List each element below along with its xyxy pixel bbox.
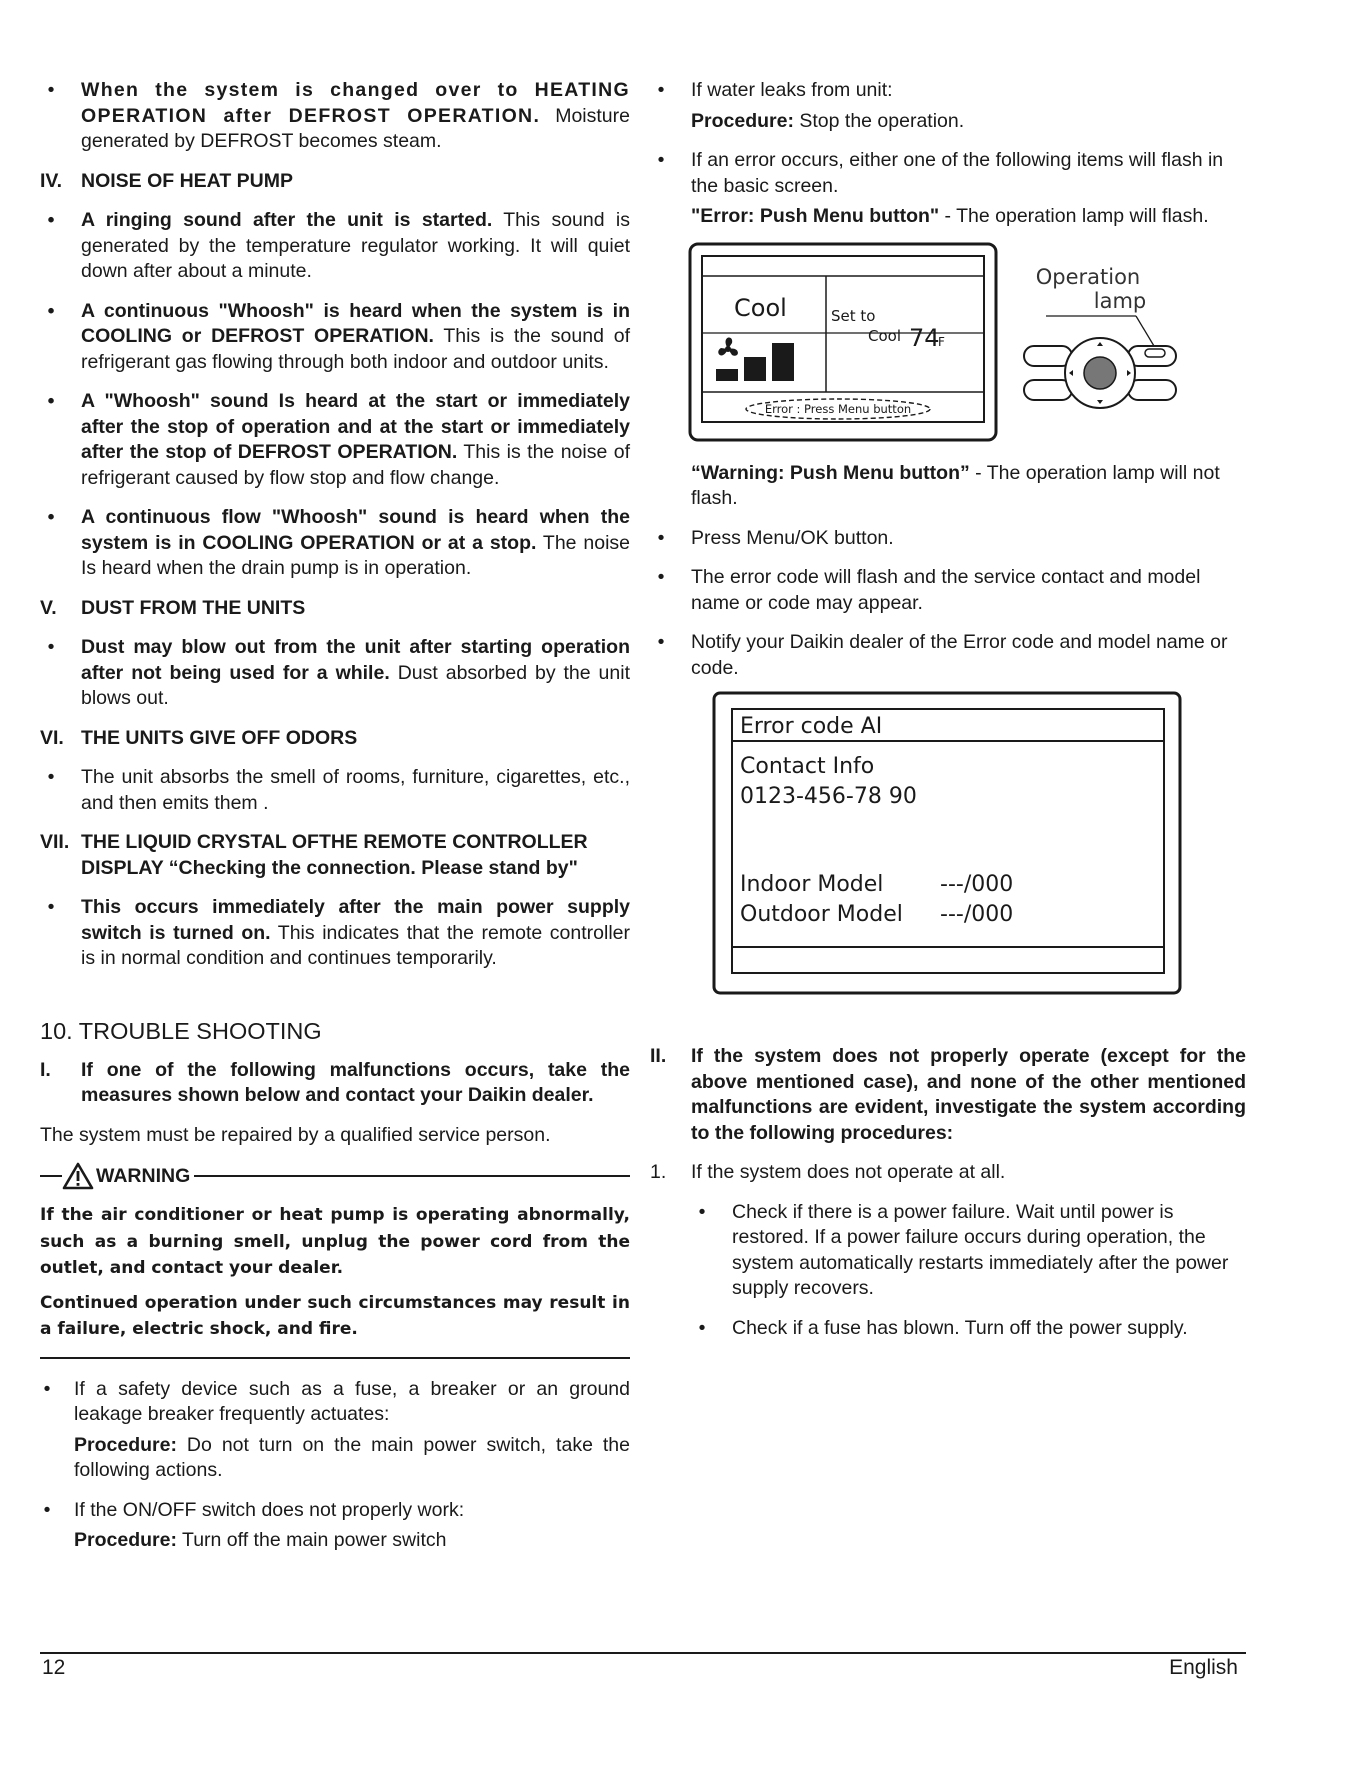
bullet-whoosh-start-stop: • A "Whoosh" sound Is heard at the start or immediately after the stop of operation and at the start or immediately after the stop of DEFROST OPERATION. This is the noise of refrigerant caused by flow stop and flow change. (40, 389, 630, 491)
warning-text-2: Continued operation under such circumstances may result in a failure, electric shock, and fire. (40, 1292, 630, 1339)
warning-push-menu-note: “Warning: Push Menu button” - The operation lamp will not flash. (691, 461, 1220, 509)
bullet-ringing-sound: • A ringing sound after the unit is started. This sound is generated by the temperature regulator working. It will quiet down after about a minute. (40, 208, 630, 285)
left-column (40, 78, 630, 1568)
bullet-defrost-steam: • When the system is changed over to HEATING OPERATION after DEFROST OPERATION. Moisture generated by DEFROST becomes steam. (40, 78, 630, 155)
lcd-set-mode-text: Cool (868, 326, 901, 345)
warning-triangle-icon (62, 1162, 94, 1190)
bullet-icon: • (47, 766, 55, 788)
bullet-onoff-switch: • If the ON/OFF switch does not properly work: Procedure: Turn off the main power switch (40, 1498, 630, 1554)
fan-icon (718, 337, 738, 355)
repair-note: The system must be repaired by a qualified service person. (40, 1123, 551, 1146)
left-upper-button (1024, 346, 1072, 366)
right-column (650, 78, 1246, 1355)
bullet-continuous-whoosh: • A continuous "Whoosh" is heard when the system is in COOLING or DEFROST OPERATION. This is the sound of refrigerant gas flowing through both indoor and outdoor units. (40, 299, 630, 376)
section-i-heading: I. If one of the following malfunctions occurs, take the measures shown below and contact your Daikin dealer. (40, 1058, 630, 1106)
controller-buttons (1024, 338, 1176, 408)
operation-lamp-icon (1145, 349, 1165, 357)
warning-header (40, 1162, 630, 1190)
bullet-flow-whoosh: • A continuous flow "Whoosh" sound is heard when the system is in COOLING OPERATION or at a stop. The noise Is heard when the drain pump is in operation. (40, 505, 630, 582)
page-number: 12 (42, 1656, 66, 1679)
bullet-icon: • (47, 209, 55, 231)
remote-controller-diagram (688, 242, 1208, 442)
bullet-power-failure: • Check if there is a power failure. Wait until power is restored. If a power failure occurs during operation, the system automatically restarts immediately after the power supply recovers. (691, 1200, 1246, 1302)
operation-lamp-label-2: lamp (1093, 288, 1147, 313)
bullet-dust: • Dust may blow out from the unit after starting operation after not being used for a while. Dust absorbed by the unit blows out. (40, 635, 630, 712)
error-code-title: Error code AI (740, 714, 883, 739)
error-code-display (712, 691, 1184, 997)
numbered-item-1: 1. If the system does not operate at all. (650, 1161, 1006, 1183)
bullet-icon: • (657, 526, 665, 549)
section-v-heading: V. DUST FROM THE UNITS (40, 596, 306, 619)
section-iv-heading: IV. NOISE OF HEAT PUMP (40, 169, 293, 192)
bullet-icon: • (43, 1498, 51, 1521)
bullet-icon: • (698, 1200, 706, 1223)
lcd-mode-text: Cool (734, 293, 787, 322)
warning-end-rule (40, 1357, 630, 1359)
right-lower-button (1128, 380, 1176, 400)
figure-basic-screen (688, 242, 1246, 447)
bullet-icon: • (47, 79, 55, 101)
warning-text-1: If the air conditioner or heat pump is operating abnormally, such as a burning smell, unplug the power cord from the outlet, and contact your dealer. (40, 1205, 630, 1278)
left-lower-button (1024, 380, 1072, 400)
indoor-model-value: ---/000 (940, 872, 1014, 897)
bullet-error-occurs: • If an error occurs, either one of the following items will flash in the basic screen. "Error: Push Menu button" - The operation lamp will flash. (650, 148, 1246, 230)
bullet-press-menu: • Press Menu/OK button. (650, 526, 1246, 552)
bullet-icon: • (657, 149, 665, 171)
lcd-set-to-text: Set to (831, 306, 876, 325)
outdoor-model-label: Outdoor Model (740, 902, 903, 927)
bullet-icon: • (47, 506, 55, 528)
bullet-icon: • (657, 79, 665, 101)
error-display-screen (732, 709, 1164, 973)
section-10-title: 10. TROUBLE SHOOTING (40, 1017, 322, 1044)
bullet-icon: • (47, 299, 55, 322)
warning-label: WARNING (96, 1164, 191, 1187)
section-ii-heading: II. If the system does not properly operate (except for the above mentioned case), and none of the other mentioned malfunctions are evident, investigate the system according to the following procedures: (650, 1045, 1246, 1144)
warning-rule-left (40, 1175, 62, 1177)
operation-lamp-leader (1136, 316, 1154, 346)
warning-rule-right (194, 1175, 630, 1177)
section-vii-heading: VII. THE LIQUID CRYSTAL OFTHE REMOTE CONTROLLER DISPLAY “Checking the connection. Please stand by" (40, 831, 588, 879)
bullet-safety-device: • If a safety device such as a fuse, a breaker or an ground leakage breaker frequently actuates: Procedure: Do not turn on the main power switch, take the following actions. (40, 1377, 630, 1484)
bullet-odors: • The unit absorbs the smell of rooms, furniture, cigarettes, etc., and then emits them . (40, 765, 630, 816)
bullet-water-leak: • If water leaks from unit: Procedure: Stop the operation. (650, 78, 1246, 134)
lcd-error-message: Error : Press Menu button (764, 401, 912, 416)
footer-rule (40, 1652, 1246, 1654)
bullet-icon: • (47, 390, 55, 412)
footer-language: English (1169, 1656, 1238, 1679)
bullet-fuse-blown: • Check if a fuse has blown. Turn off the power supply. (691, 1316, 1246, 1342)
contact-info-label: Contact Info (740, 754, 875, 779)
bullet-notify-dealer: • Notify your Daikin dealer of the Error code and model name or code. (650, 630, 1246, 681)
lcd-temperature-text: 74 (909, 323, 940, 352)
bullet-icon: • (657, 631, 665, 653)
bullet-icon: • (43, 1377, 51, 1400)
operation-lamp-label-1: Operation (1035, 264, 1141, 289)
contact-phone: 0123-456-78 90 (740, 784, 917, 809)
bullet-power-supply: • This occurs immediately after the main power supply switch is turned on. This indicates that the remote controller is in normal condition and continues temporarily. (40, 895, 630, 972)
bullet-icon: • (698, 1316, 706, 1339)
lcd-temp-unit-text: F (938, 334, 945, 349)
bullet-error-code-flash: • The error code will flash and the service contact and model name or code may appear. (650, 565, 1246, 616)
section-vi-heading: VI. THE UNITS GIVE OFF ODORS (40, 726, 358, 749)
indoor-model-label: Indoor Model (740, 872, 884, 897)
bullet-icon: • (657, 566, 665, 588)
bullet-icon: • (47, 636, 55, 658)
menu-ok-button (1084, 357, 1116, 389)
figure-error-code-screen (712, 691, 1246, 1002)
outdoor-model-value: ---/000 (940, 902, 1014, 927)
bullet-icon: • (47, 896, 55, 918)
